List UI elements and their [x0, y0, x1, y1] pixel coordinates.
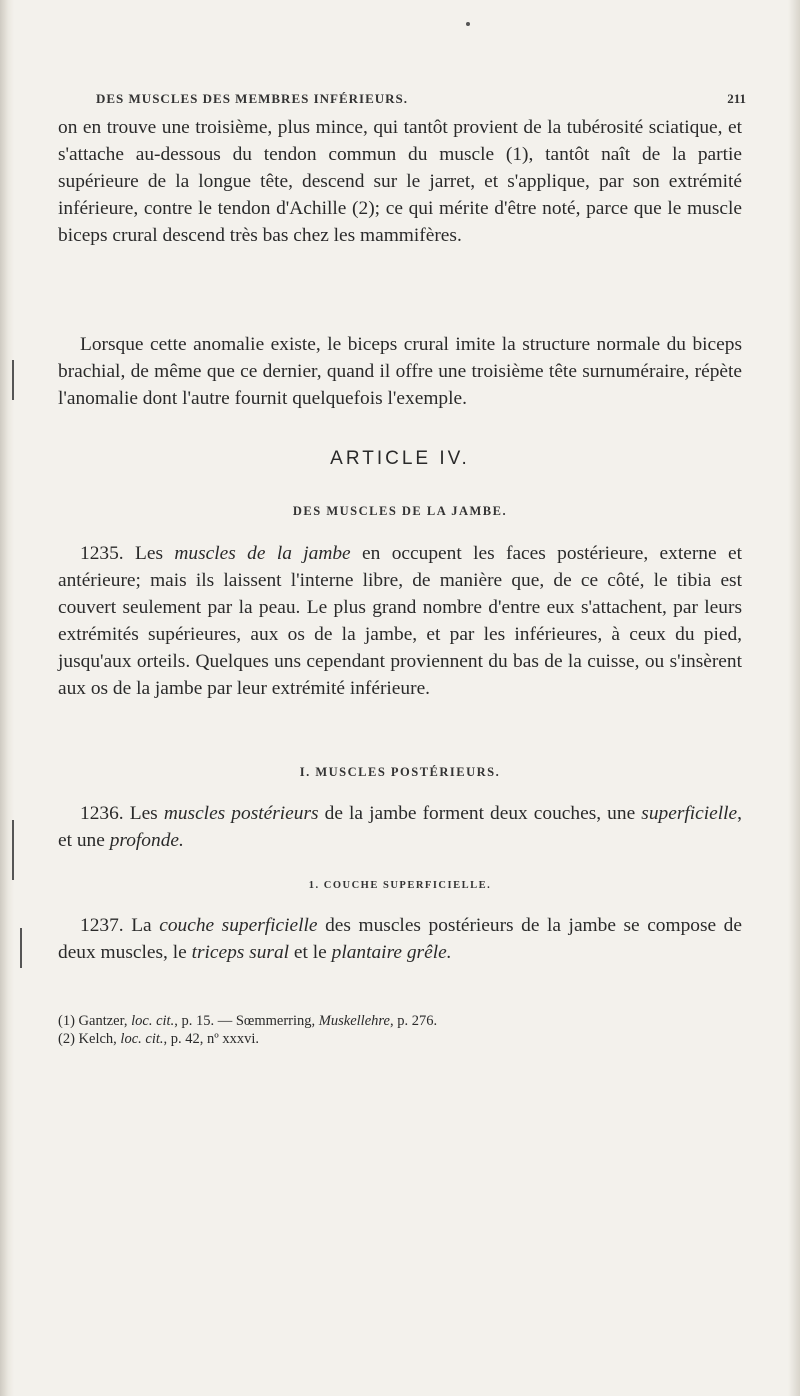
footnote-text: , p. 42, nº xxxvi. [163, 1031, 260, 1047]
paragraph-body: des muscles postérieurs de la jambe se compose de deux muscles, le [58, 915, 742, 964]
paragraph-1235 [58, 540, 742, 703]
paragraph-body: de la jambe forment deux couches, une [324, 803, 636, 824]
page-number: 211 [727, 91, 746, 106]
scan-edge-right [788, 0, 800, 1396]
paragraph-1: on en trouve une troisième, plus mince, qui tantôt provient de la tubérosité sciatique, et s'attache au-dessous du tendon commun du muscle (1), tantôt naît de la partie supérieure de la longue tête, descend sur le jarret, et s'applique, par son extrémité inférieure, contre le tendon d'Achille (2); ce qui mérite d'être noté, parce que le muscle biceps crural descend très bas chez les mammifères. [58, 117, 742, 247]
paragraph-number: 1235. [80, 543, 124, 564]
paragraph-italic: plantaire grêle. [331, 942, 452, 964]
subsection-title: 1. COUCHE SUPERFICIELLE. [308, 880, 492, 891]
paragraph-word: Les [135, 543, 164, 564]
footnote-author: Kelch, [78, 1031, 117, 1047]
footnote-work: Muskellehre [318, 1013, 390, 1029]
article-subtitle: DES MUSCLES DE LA JAMBE. [292, 504, 508, 518]
paragraph-body: en occupent les faces postérieure, externe et antérieure; mais ils laissent l'interne libre, de manière que, de ce côté, le tibia est couvert seulement par la peau. Le plus grand nombre d'entre eux s'attachent, par leurs extrémités supérieures, aux os de la jambe, et par les inférieures, à ceux du pied, jusqu'aux orteils. Quelques uns cependant proviennent du bas de la cuisse, ou s'insèrent aux os de la jambe par leur extrémité inférieure. [58, 543, 742, 700]
footnote-loc: loc. cit. [131, 1013, 175, 1029]
article-title: ARTICLE IV. [330, 448, 470, 469]
paragraph-italic: profonde. [109, 830, 184, 852]
footnote-1 [58, 1012, 738, 1030]
paragraph-body: , et une [58, 803, 742, 852]
paragraph-italic: superficielle [641, 803, 738, 824]
paragraph-1236 [58, 800, 742, 854]
footnote-text: , p. 15. — Sœmmerring, [174, 1013, 316, 1029]
footnote-author: Gantzer, [78, 1013, 128, 1029]
paragraph-number: 1237. [80, 915, 124, 936]
paragraph-1237 [58, 912, 742, 966]
paragraph-italic: triceps sural [191, 942, 290, 964]
paragraph-2: Lorsque cette anomalie existe, le biceps crural imite la structure normale du biceps brachial, de même que ce dernier, quand il offre une troisième tête surnuméraire, répète l'anomalie dont l'autre fournit quelquefois l'exemple. [58, 334, 742, 410]
paragraph-word: La [131, 915, 152, 936]
paragraph-number: 1236. [80, 803, 124, 824]
footnote-mark: (2) [58, 1031, 75, 1047]
running-title: DES MUSCLES DES MEMBRES INFÉRIEURS. [96, 91, 409, 106]
footnote-loc: loc. cit. [120, 1031, 164, 1047]
scan-mark [466, 22, 470, 26]
footnote-text: , p. 276. [389, 1013, 438, 1029]
footnote-2 [58, 1030, 738, 1048]
paragraph-italic: muscles postérieurs [163, 803, 319, 824]
section-title-posterior: I. MUSCLES POSTÉRIEURS. [299, 765, 501, 779]
footnote-mark: (1) [58, 1013, 75, 1029]
scan-edge-left [0, 0, 14, 1396]
paragraph-word: Les [129, 803, 158, 824]
running-head [96, 91, 746, 107]
paragraph-italic: couche superficielle [159, 915, 318, 936]
paragraph-body: et le [293, 942, 327, 964]
scan-mark [20, 928, 22, 968]
footnotes [58, 1012, 738, 1048]
paragraph-italic: muscles de la jambe [174, 543, 351, 564]
